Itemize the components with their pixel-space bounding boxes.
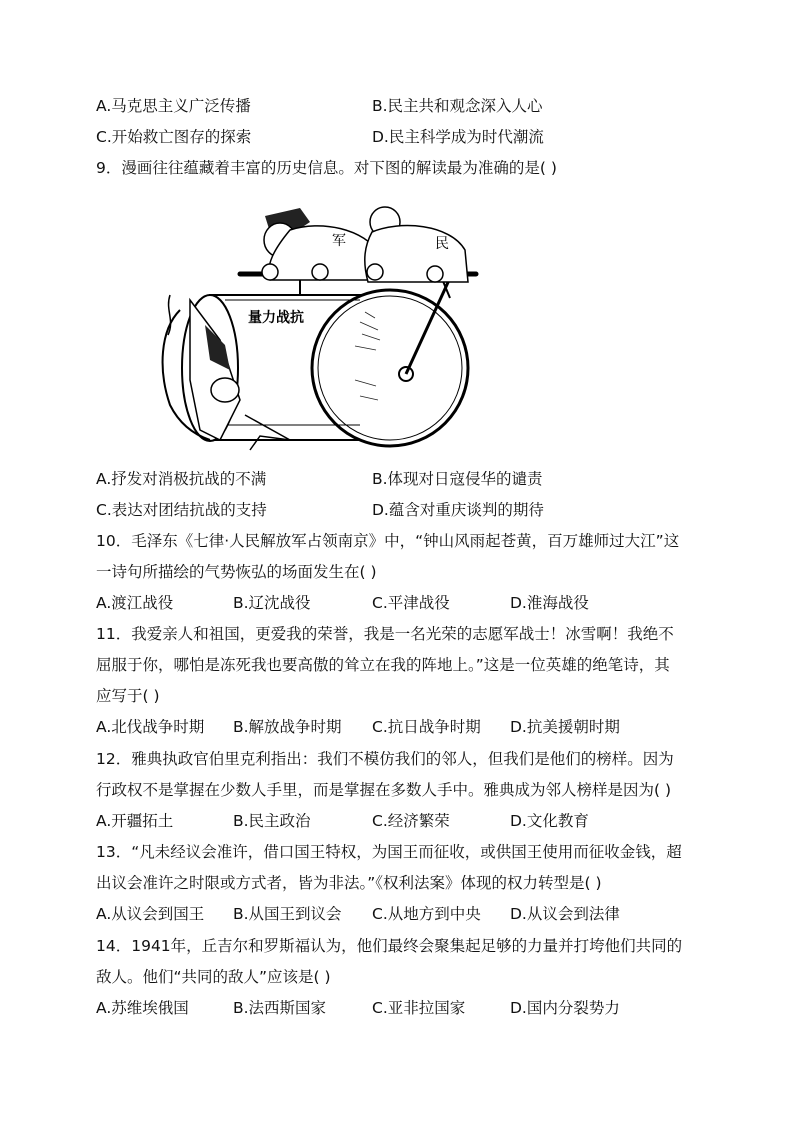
q10-option-b: B.辽沈战役 [233, 594, 311, 612]
q12-option-d: D.文化教育 [510, 812, 589, 830]
cartoon-label-army: 军 [332, 233, 346, 249]
q11-option-c: C.抗日战争时期 [372, 718, 481, 736]
q12-stem-line1: 12．雅典执政官伯里克利指出：我们不模仿我们的邻人，但我们是他们的榜样。因为 [96, 750, 674, 768]
q8-option-d: D.民主科学成为时代潮流 [372, 128, 544, 146]
q11-stem-line1: 11．我爱亲人和祖国，更爱我的荣誉，我是一名光荣的志愿军战士！冰雪啊！我绝不 [96, 625, 674, 643]
q14-stem-line1: 14．1941年，丘吉尔和罗斯福认为，他们最终会聚集起足够的力量并打垮他们共同的 [96, 937, 683, 955]
q13-stem-line2: 出议会准许之时限或方式者，皆为非法。”《权利法案》体现的权力转型是( ) [96, 874, 602, 892]
cartoon-image [150, 200, 480, 456]
q14-stem-line2: 敌人。他们“共同的敌人”应该是( ) [96, 968, 331, 986]
q11-option-b: B.解放战争时期 [233, 718, 342, 736]
q14-option-d: D.国内分裂势力 [510, 999, 620, 1017]
q11-stem-line2: 屈服于你，哪怕是冻死我也要高傲的耸立在我的阵地上。”这是一位英雄的绝笔诗，其 [96, 656, 670, 674]
q14-option-b: B.法西斯国家 [233, 999, 327, 1017]
q12-option-c: C.经济繁荣 [372, 812, 450, 830]
q10-option-d: D.淮海战役 [510, 594, 589, 612]
cartoon-label-roller: 量力战抗 [248, 310, 304, 326]
q8-option-c: C.开始救亡图存的探索 [96, 128, 252, 146]
q9-option-b: B.体现对日寇侵华的谴责 [372, 470, 543, 488]
q14-option-c: C.亚非拉国家 [372, 999, 466, 1017]
q11-option-d: D.抗美援朝时期 [510, 718, 620, 736]
q9-option-c: C.表达对团结抗战的支持 [96, 501, 267, 519]
q13-option-b: B.从国王到议会 [233, 905, 342, 923]
cartoon-label-people: 民 [435, 236, 449, 252]
q9-option-a: A.抒发对消极抗战的不满 [96, 470, 267, 488]
q13-option-c: C.从地方到中央 [372, 905, 481, 923]
q11-stem-line3: 应写于( ) [96, 687, 160, 705]
q12-option-b: B.民主政治 [233, 812, 311, 830]
q12-stem-line2: 行政权不是掌握在少数人手里，而是掌握在多数人手中。雅典成为邻人榜样是因为( ) [96, 781, 672, 799]
q13-stem-line1: 13．“凡未经议会准许，借口国王特权，为国王而征收，或供国王使用而征收金钱，超 [96, 843, 682, 861]
q11-option-a: A.北伐战争时期 [96, 718, 205, 736]
q9-stem: 9．漫画往往蕴藏着丰富的历史信息。对下图的解读最为准确的是( ) [96, 159, 557, 177]
q10-stem-line2: 一诗句所描绘的气势恢弘的场面发生在( ) [96, 563, 377, 581]
q8-option-a: A.马克思主义广泛传播 [96, 97, 251, 115]
q13-option-a: A.从议会到国王 [96, 905, 205, 923]
q9-option-d: D.蕴含对重庆谈判的期待 [372, 501, 544, 519]
q12-option-a: A.开疆拓土 [96, 812, 174, 830]
q10-stem-line1: 10．毛泽东《七律·人民解放军占领南京》中，“钟山风雨起苍黄，百万雄师过大江”这 [96, 532, 680, 550]
q10-option-a: A.渡江战役 [96, 594, 174, 612]
q8-option-b: B.民主共和观念深入人心 [372, 97, 543, 115]
q13-option-d: D.从议会到法律 [510, 905, 620, 923]
q10-option-c: C.平津战役 [372, 594, 450, 612]
q14-option-a: A.苏维埃俄国 [96, 999, 189, 1017]
